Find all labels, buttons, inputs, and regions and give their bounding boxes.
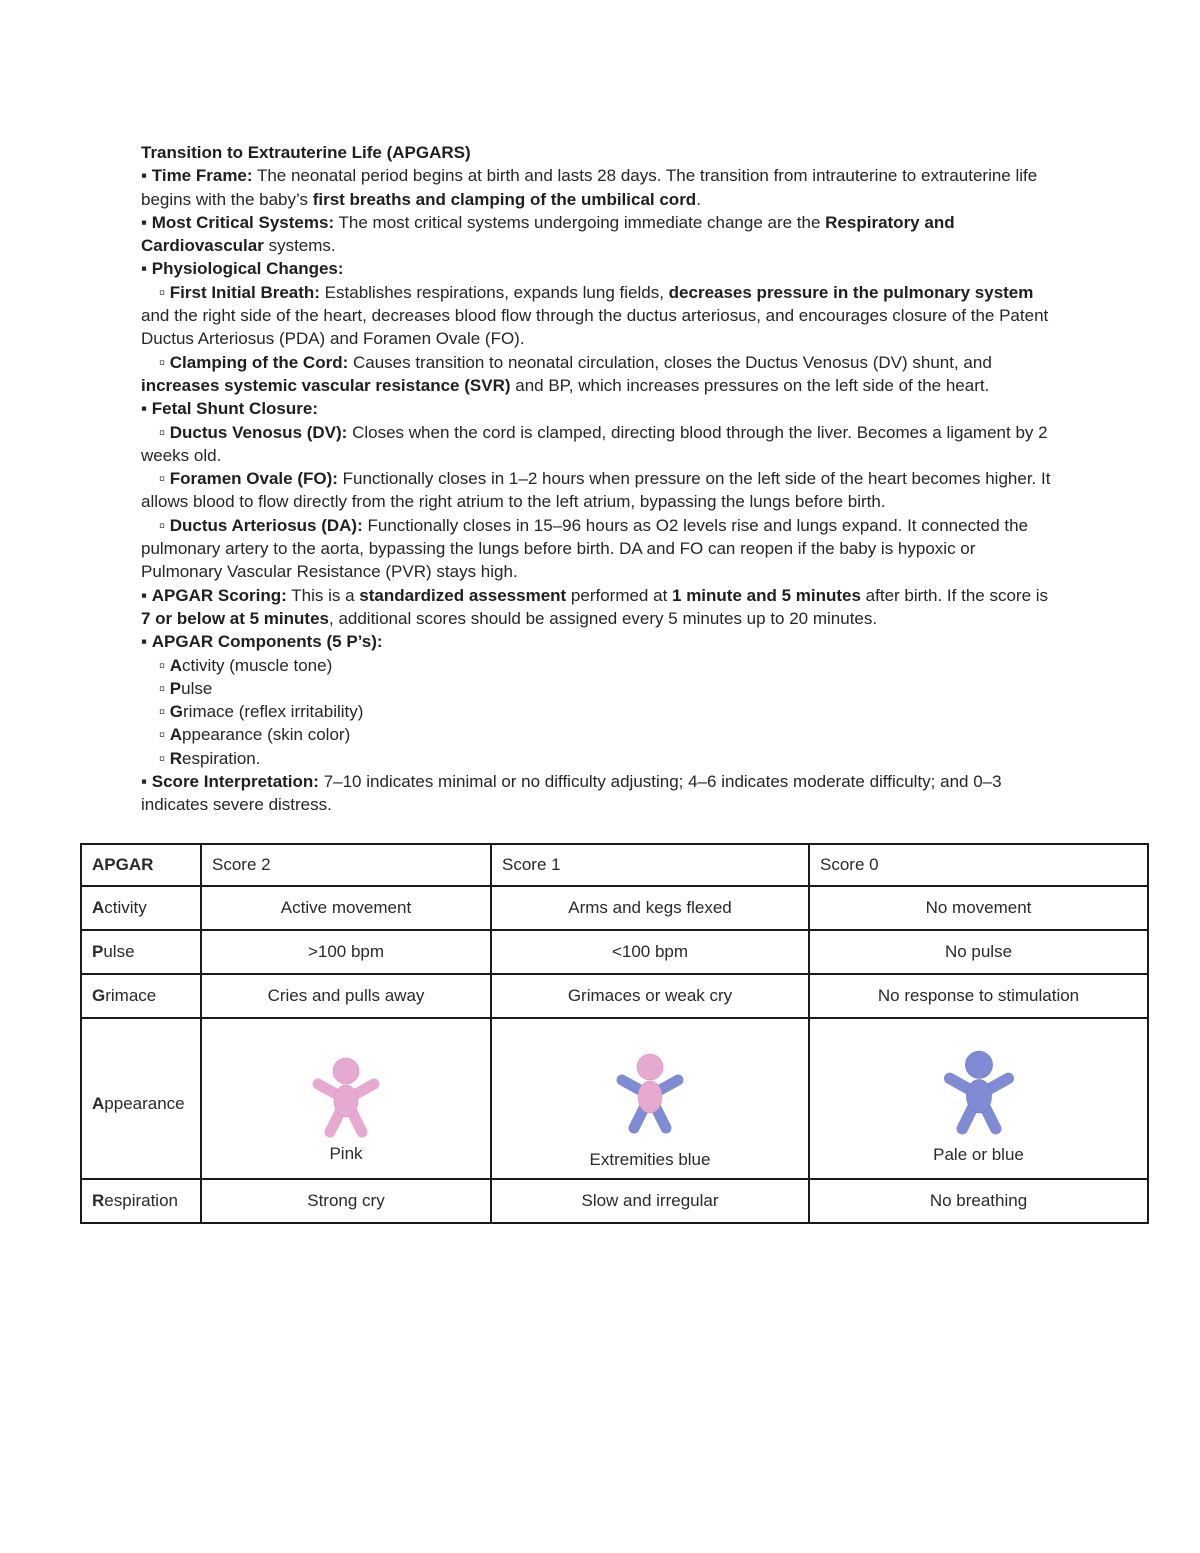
critical-systems-item: ▪ Most Critical Systems: The most critical systems undergoing immediate change are the Respiratory and Cardiovascular systems. [141,212,955,256]
cell-activity-score-2: Active movement [201,886,491,930]
baby-body [966,1079,991,1112]
table-row-respiration [81,1179,1148,1223]
cell-pulse-score-1: <100 bpm [491,930,809,974]
notes-section [141,141,1056,817]
apgar-table [80,843,1149,1224]
header-score-1: Score 1 [491,844,809,886]
notes-title: Transition to Extrauterine Life (APGARS) [141,143,471,162]
cell-activity-score-1: Arms and kegs flexed [491,886,809,930]
cell-appearance-score-2 [201,1018,491,1179]
row-label-respiration: Respiration [81,1179,201,1223]
baby-right-leg [656,1108,666,1128]
component-activity: ▫ Activity (muscle tone) [159,655,333,675]
cell-activity-score-0: No movement [809,886,1148,930]
baby-right-leg [352,1112,362,1132]
component-respiration: ▫ Respiration. [159,748,261,768]
baby-left-arm [949,1078,968,1088]
first-breath-item: ▫ First Initial Breath: Establishes respirations, expands lung fields, decreases pressure in the pulmonary system and the right side of the heart, decreases blood flow through the ductus arteriosus, and encourages closure of the Patent Ductus Arteriosus (PDA) and Foramen Ovale (FO). [141,282,1049,349]
cell-respiration-score-1: Slow and irregular [491,1179,809,1223]
baby-right-arm [660,1080,678,1090]
row-label-pulse: Pulse [81,930,201,974]
table-row-grimace [81,974,1148,1018]
cell-appearance-score-0 [809,1018,1148,1179]
baby-figure-blue-icon [941,1047,1017,1137]
physiological-changes-heading: ▪ Physiological Changes: [141,259,344,279]
clamping-item: ▫ Clamping of the Cord: Causes transition to neonatal circulation, closes the Ductus Venosus (DV) shunt, and increases systemic vascular resistance (SVR) and BP, which increases pressures on the left side of the heart. [141,352,992,395]
appearance-caption-pale-blue: Pale or blue [933,1144,1024,1164]
appearance-caption-pink: Pink [329,1143,363,1163]
table-row-pulse [81,930,1148,974]
cell-respiration-score-2: Strong cry [201,1179,491,1223]
baby-head [965,1051,992,1078]
component-grimace: ▫ Grimace (reflex irritability) [159,702,364,722]
foramen-ovale-item: ▫ Foramen Ovale (FO): Functionally closes in 1–2 hours when pressure on the left side of the heart becomes higher. It allows blood to flow directly from the right atrium to the left atrium, bypassing the lungs before birth. [141,469,1051,512]
time-frame-item: ▪ Time Frame: The neonatal period begins at birth and lasts 28 days. The transition from intrauterine to extrauterine life begins with the baby’s first breaths and clamping of the umbilical cord. [141,166,1038,209]
cell-grimace-score-1: Grimaces or weak cry [491,974,809,1018]
apgar-components-heading: ▪ APGAR Components (5 P’s): [141,632,383,652]
cell-pulse-score-2: >100 bpm [201,930,491,974]
baby-right-arm [989,1078,1008,1088]
cell-grimace-score-2: Cries and pulls away [201,974,491,1018]
baby-left-leg [330,1112,340,1132]
row-label-activity: Activity [81,886,201,930]
table-header-row [81,844,1148,886]
table-row-appearance [81,1018,1148,1179]
baby-right-leg [985,1107,995,1128]
baby-right-arm [356,1084,374,1094]
baby-figure-pink-icon [310,1054,382,1140]
cell-grimace-score-0: No response to stimulation [809,974,1148,1018]
baby-head [637,1054,663,1080]
component-pulse: ▫ Pulse [159,678,213,698]
baby-body [638,1081,662,1113]
header-apgar: APGAR [81,844,201,886]
header-score-0: Score 0 [809,844,1148,886]
fetal-shunt-heading: ▪ Fetal Shunt Closure: [141,399,318,419]
row-label-appearance: Appearance [81,1018,201,1179]
header-score-2: Score 2 [201,844,491,886]
cell-appearance-score-1 [491,1018,809,1179]
baby-head [333,1058,359,1084]
ductus-venosus-item: ▫ Ductus Venosus (DV): Closes when the cord is clamped, directing blood through the liver. Becomes a ligament by 2 weeks old. [141,422,1048,465]
baby-left-arm [318,1084,336,1094]
cell-respiration-score-0: No breathing [809,1179,1148,1223]
baby-figure-blue-extremities-icon [614,1050,686,1136]
baby-left-arm [622,1080,640,1090]
appearance-caption-extremities-blue: Extremities blue [589,1150,711,1169]
baby-left-leg [634,1108,644,1128]
apgar-scoring-item: ▪ APGAR Scoring: This is a standardized assessment performed at 1 minute and 5 minutes after birth. If the score is 7 or below at 5 minutes, additional scores should be assigned every 5 minutes up to 20 minutes. [141,585,1049,628]
component-appearance: ▫ Appearance (skin color) [159,725,351,745]
table-row-activity [81,886,1148,930]
ductus-arteriosus-item: ▫ Ductus Arteriosus (DA): Functionally closes in 15–96 hours as O2 levels rise and lungs expand. It connected the pulmonary artery to the aorta, bypassing the lungs before birth. DA and FO can reopen if the baby is hypoxic or Pulmonary Vascular Resistance (PVR) stays high. [141,515,1029,582]
row-label-grimace: Grimace [81,974,201,1018]
cell-pulse-score-0: No pulse [809,930,1148,974]
baby-left-leg [962,1107,972,1128]
score-interpretation-item: ▪ Score Interpretation: 7–10 indicates minimal or no difficulty adjusting; 4–6 indicates moderate difficulty; and 0–3 indicates severe distress. [141,772,1002,815]
baby-body [334,1085,358,1117]
